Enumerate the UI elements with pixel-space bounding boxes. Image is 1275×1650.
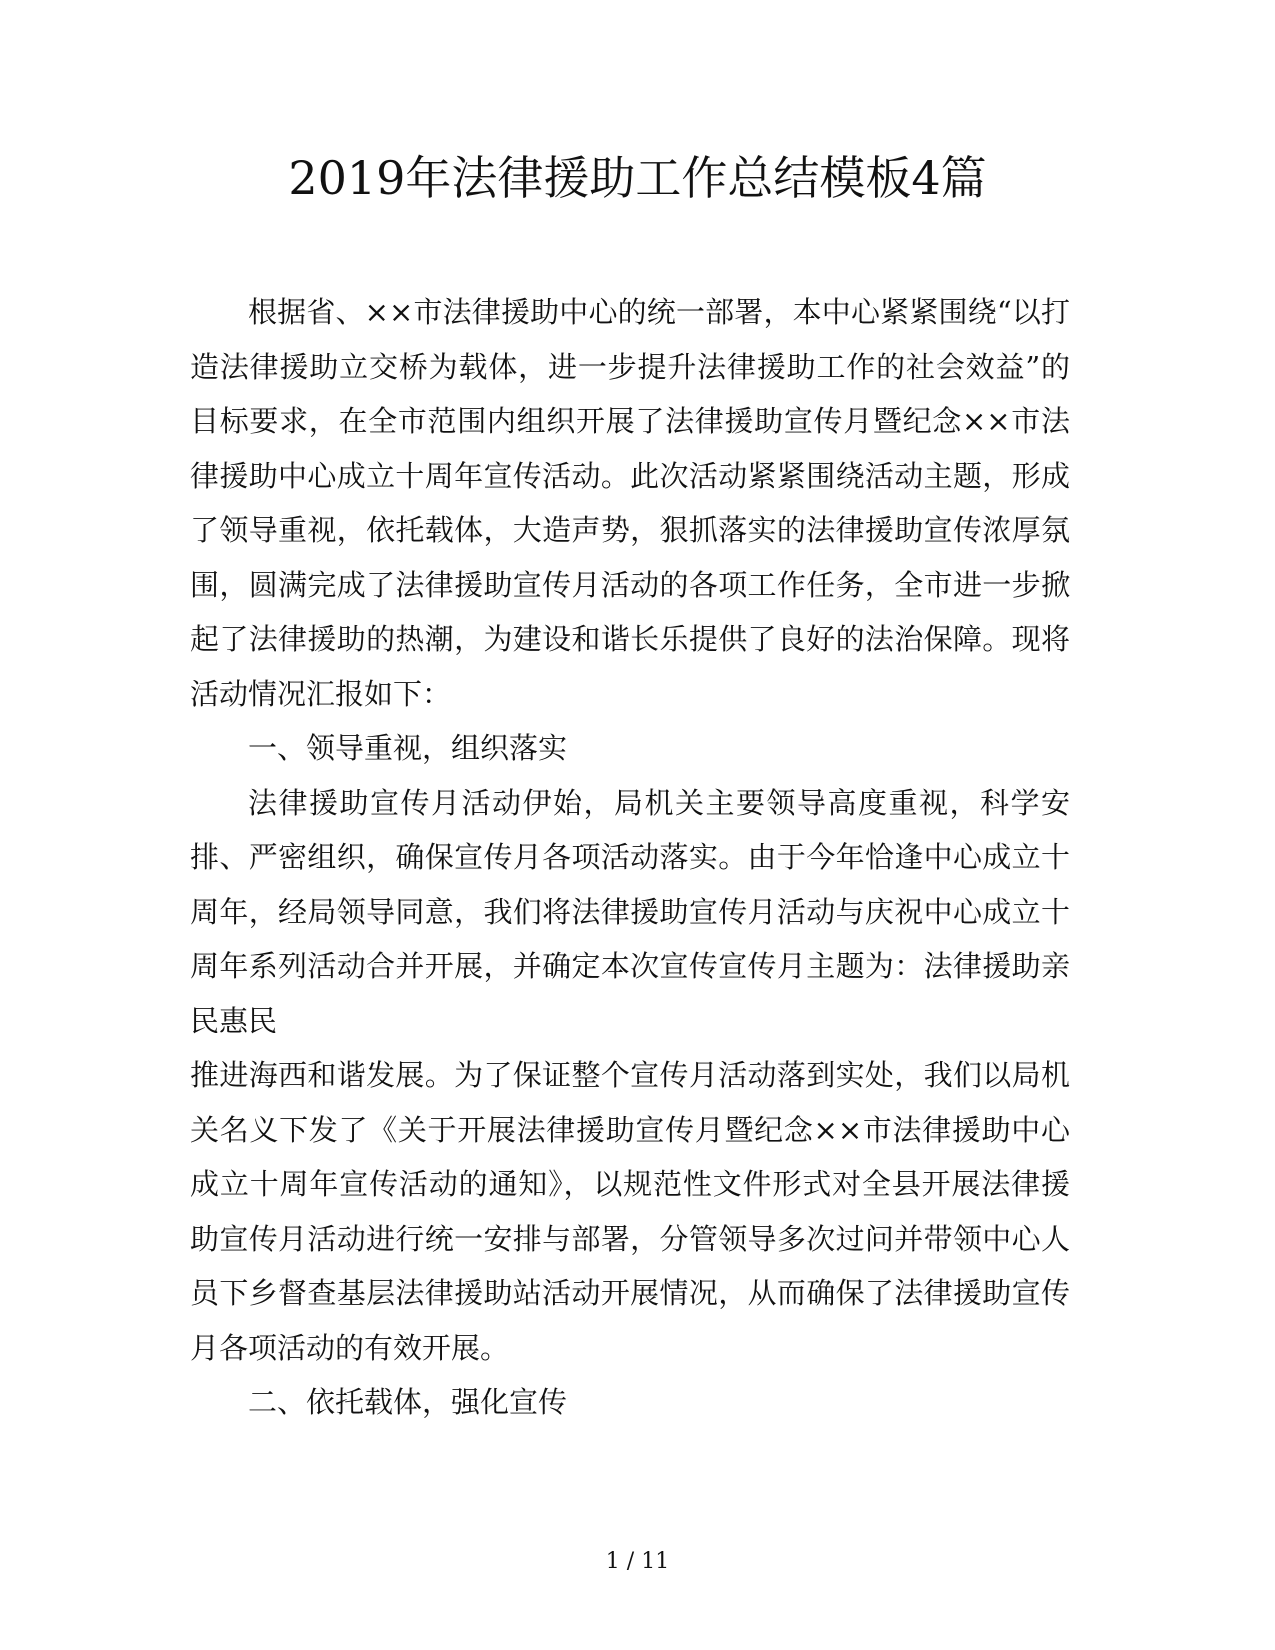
document-title: 2019年法律援助工作总结模板4篇 [288,151,987,205]
paragraph-intro: 根据省、××市法律援助中心的统一部署，本中心紧紧围绕“以打造法律援助立交桥为载体，进一步提升法律援助工作的社会效益”的目标要求，在全市范围内组织开展了法律援助宣传月暨纪念××市法律援助中心成立十周年宣传活动。此次活动紧紧围绕活动主题，形成了领导重视，依托载体，大造声势，狠抓落实的法律援助宣传浓厚氛围，圆满完成了法律援助宣传月活动的各项工作任务，全市进一步掀起了法律援助的热潮，为建设和谐长乐提供了良好的法治保障。现将活动情况汇报如下： [190,295,1070,711]
paragraph-leadership: 法律援助宣传月活动伊始，局机关主要领导高度重视，科学安排、严密组织，确保宣传月各项活动落实。由于今年恰逢中心成立十周年，经局领导同意，我们将法律援助宣传月活动与庆祝中心成立十周年系列活动合并开展，并确定本次宣传宣传月主题为：法律援助亲民惠民 [190,785,1070,1038]
section-heading-2: 二、依托载体，强化宣传 [248,1385,568,1419]
page-number: 1 / 11 [605,1549,670,1574]
paragraph-leadership-continued: 推进海西和谐发展。为了保证整个宣传月活动落到实处，我们以局机关名义下发了《关于开展法律援助宣传月暨纪念××市法律援助中心成立十周年宣传活动的通知》，以规范性文件形式对全县开展法律援助宣传月活动进行统一安排与部署，分管领导多次过问并带领中心人员下乡督查基层法律援助站活动开展情况，从而确保了法律援助宣传月各项活动的有效开展。 [190,1058,1070,1365]
section-heading-1: 一、领导重视，组织落实 [248,731,568,765]
document-body [190,285,1070,1430]
